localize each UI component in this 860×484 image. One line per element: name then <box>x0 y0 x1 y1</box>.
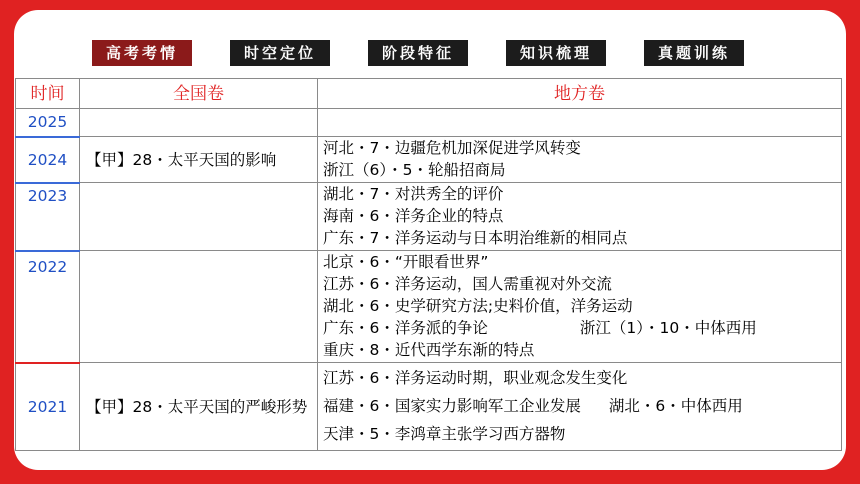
header-national: 全国卷 <box>80 79 318 109</box>
national-cell <box>80 183 318 251</box>
local-cell <box>318 183 842 251</box>
local-cell <box>318 109 842 137</box>
year-cell: 2021 <box>16 363 80 451</box>
local-item: 广东・7・洋务运动与日本明治维新的相同点 <box>323 229 628 247</box>
year-cell: 2025 <box>16 109 80 137</box>
table-row <box>16 183 842 251</box>
local-cell <box>318 137 842 183</box>
local-item: 江苏・6・洋务运动时期，职业观念发生变化 <box>323 369 628 387</box>
year-cell: 2023 <box>16 183 80 251</box>
header-local: 地方卷 <box>318 79 842 109</box>
national-cell <box>80 109 318 137</box>
local-item: 重庆・8・近代西学东渐的特点 <box>323 341 535 359</box>
table-row <box>16 363 842 451</box>
tab-time-space[interactable]: 时空定位 <box>230 40 330 66</box>
tab-exam-practice[interactable]: 真题训练 <box>644 40 744 66</box>
year-cell: 2022 <box>16 251 80 363</box>
local-item: 浙江（6）・5・轮船招商局 <box>323 161 506 179</box>
local-item: 海南・6・洋务企业的特点 <box>323 207 504 225</box>
national-cell: 【甲】28・太平天国的严峻形势 <box>80 363 318 451</box>
local-item: 湖北・6・史学研究方法;史料价值，洋务运动 <box>323 297 633 315</box>
table-row <box>16 109 842 137</box>
local-item: 浙江（1）・10・中体西用 <box>579 319 757 337</box>
local-item: 天津・5・李鸿章主张学习西方器物 <box>323 425 566 443</box>
local-item: 湖北・6・中体西用 <box>608 397 743 415</box>
local-item-row <box>323 392 837 420</box>
local-item: 河北・7・边疆危机加深促进学风转变 <box>323 139 581 157</box>
national-cell: 【甲】28・太平天国的影响 <box>80 137 318 183</box>
table-row <box>16 137 842 183</box>
local-item: 江苏・6・洋务运动，国人需重视对外交流 <box>323 275 612 293</box>
table-header-row <box>16 79 842 109</box>
national-cell <box>80 251 318 363</box>
local-item: 广东・6・洋务派的争论 <box>323 319 488 337</box>
tab-stage-features[interactable]: 阶段特征 <box>368 40 468 66</box>
local-cell <box>318 363 842 451</box>
local-item: 湖北・7・对洪秀全的评价 <box>323 185 504 203</box>
local-item-row <box>323 317 837 339</box>
local-cell <box>318 251 842 363</box>
year-cell: 2024 <box>16 137 80 183</box>
local-item: 北京・6・“开眼看世界” <box>323 253 489 271</box>
tab-exam-analysis[interactable]: 高考考情 <box>92 40 192 66</box>
header-year: 时间 <box>16 79 80 109</box>
table-row <box>16 251 842 363</box>
tab-knowledge[interactable]: 知识梳理 <box>506 40 606 66</box>
local-item: 福建・6・国家实力影响军工企业发展 <box>323 397 581 415</box>
exam-table <box>15 78 842 451</box>
